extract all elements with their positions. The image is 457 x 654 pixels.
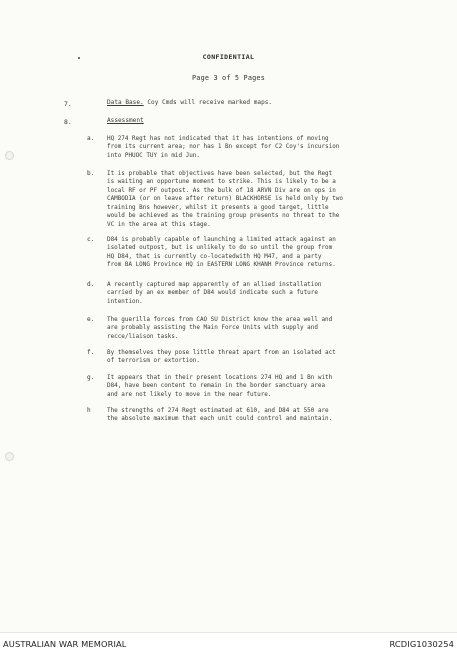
item-text: It is probable that objectives have been selected, but the Regt is waiting an opportune moment to strike. This is likely to be a local RF or PF outpost. As the bulk of 18 ARVN Div are on ops in CAMBODIA (or on leave after return) BLACKHORSE is held only by two training Bns however, whilst it presents a good target, little would be achieved as the training group presents no threat to the VC in the area at this stage. xyxy=(107,170,343,228)
item-label: a. xyxy=(87,135,95,142)
archive-credit: AUSTRALIAN WAR MEMORIAL xyxy=(3,639,127,649)
paragraph-heading: Data Base. xyxy=(107,99,144,106)
paragraph-data-base xyxy=(107,99,272,108)
page-number: Page 3 of 5 Pages xyxy=(192,74,265,82)
item-text: By themselves they pose little threat apart from an isolated act of terrorism or extortion. xyxy=(107,349,336,365)
item-label: b. xyxy=(87,170,95,177)
archive-reference: RCDIG1030254 xyxy=(389,639,454,649)
item-label: g. xyxy=(87,374,95,381)
item-text: The guerilla forces from CAO SU District know the area well and are probably assisting the Main Force Units with supply and recce/liaison tasks. xyxy=(107,316,333,340)
paragraph-number: 7. xyxy=(64,100,72,108)
item-label: c. xyxy=(87,236,95,243)
security-classification: CONFIDENTIAL xyxy=(202,53,255,61)
item-label: f. xyxy=(87,349,95,356)
paragraph-number: 8. xyxy=(64,118,72,126)
punch-hole xyxy=(5,452,14,461)
item-text: A recently captured map apparently of an allied installation carried by an ex member of D84 would indicate such a future intention. xyxy=(107,281,322,305)
item-text: The strengths of 274 Regt estimated at 610, and D84 at 550 are the absolute maximum that each unit could control and maintain. xyxy=(107,407,333,423)
item-label: h xyxy=(87,407,91,414)
item-text: HQ 274 Regt has not indicated that it has intentions of moving from its current area; nor has 1 Bn except for C2 Coy's incursion into PHUOC TUY in mid Jun. xyxy=(107,135,340,159)
item-text: D84 is probably capable of launching a limited attack against an isolated outpost, but is unlikely to do so until the group from HQ D84, that is currently co-locatedwith HQ M47, and a party from BA LONG Province HQ in EASTERN LONG KHANH Province returns. xyxy=(107,236,336,269)
punch-hole xyxy=(5,151,14,160)
paragraph-text: Coy Cmds will receive marked maps. xyxy=(143,99,273,106)
item-label: d. xyxy=(87,281,95,288)
paragraph-heading: Assessment xyxy=(107,117,144,124)
item-label: e. xyxy=(87,316,95,323)
item-text: It appears that in their present locations 274 HQ and 1 Bn with D84, have been content to remain in the border sanctuary area and are not likely to move in the near future. xyxy=(107,374,333,398)
